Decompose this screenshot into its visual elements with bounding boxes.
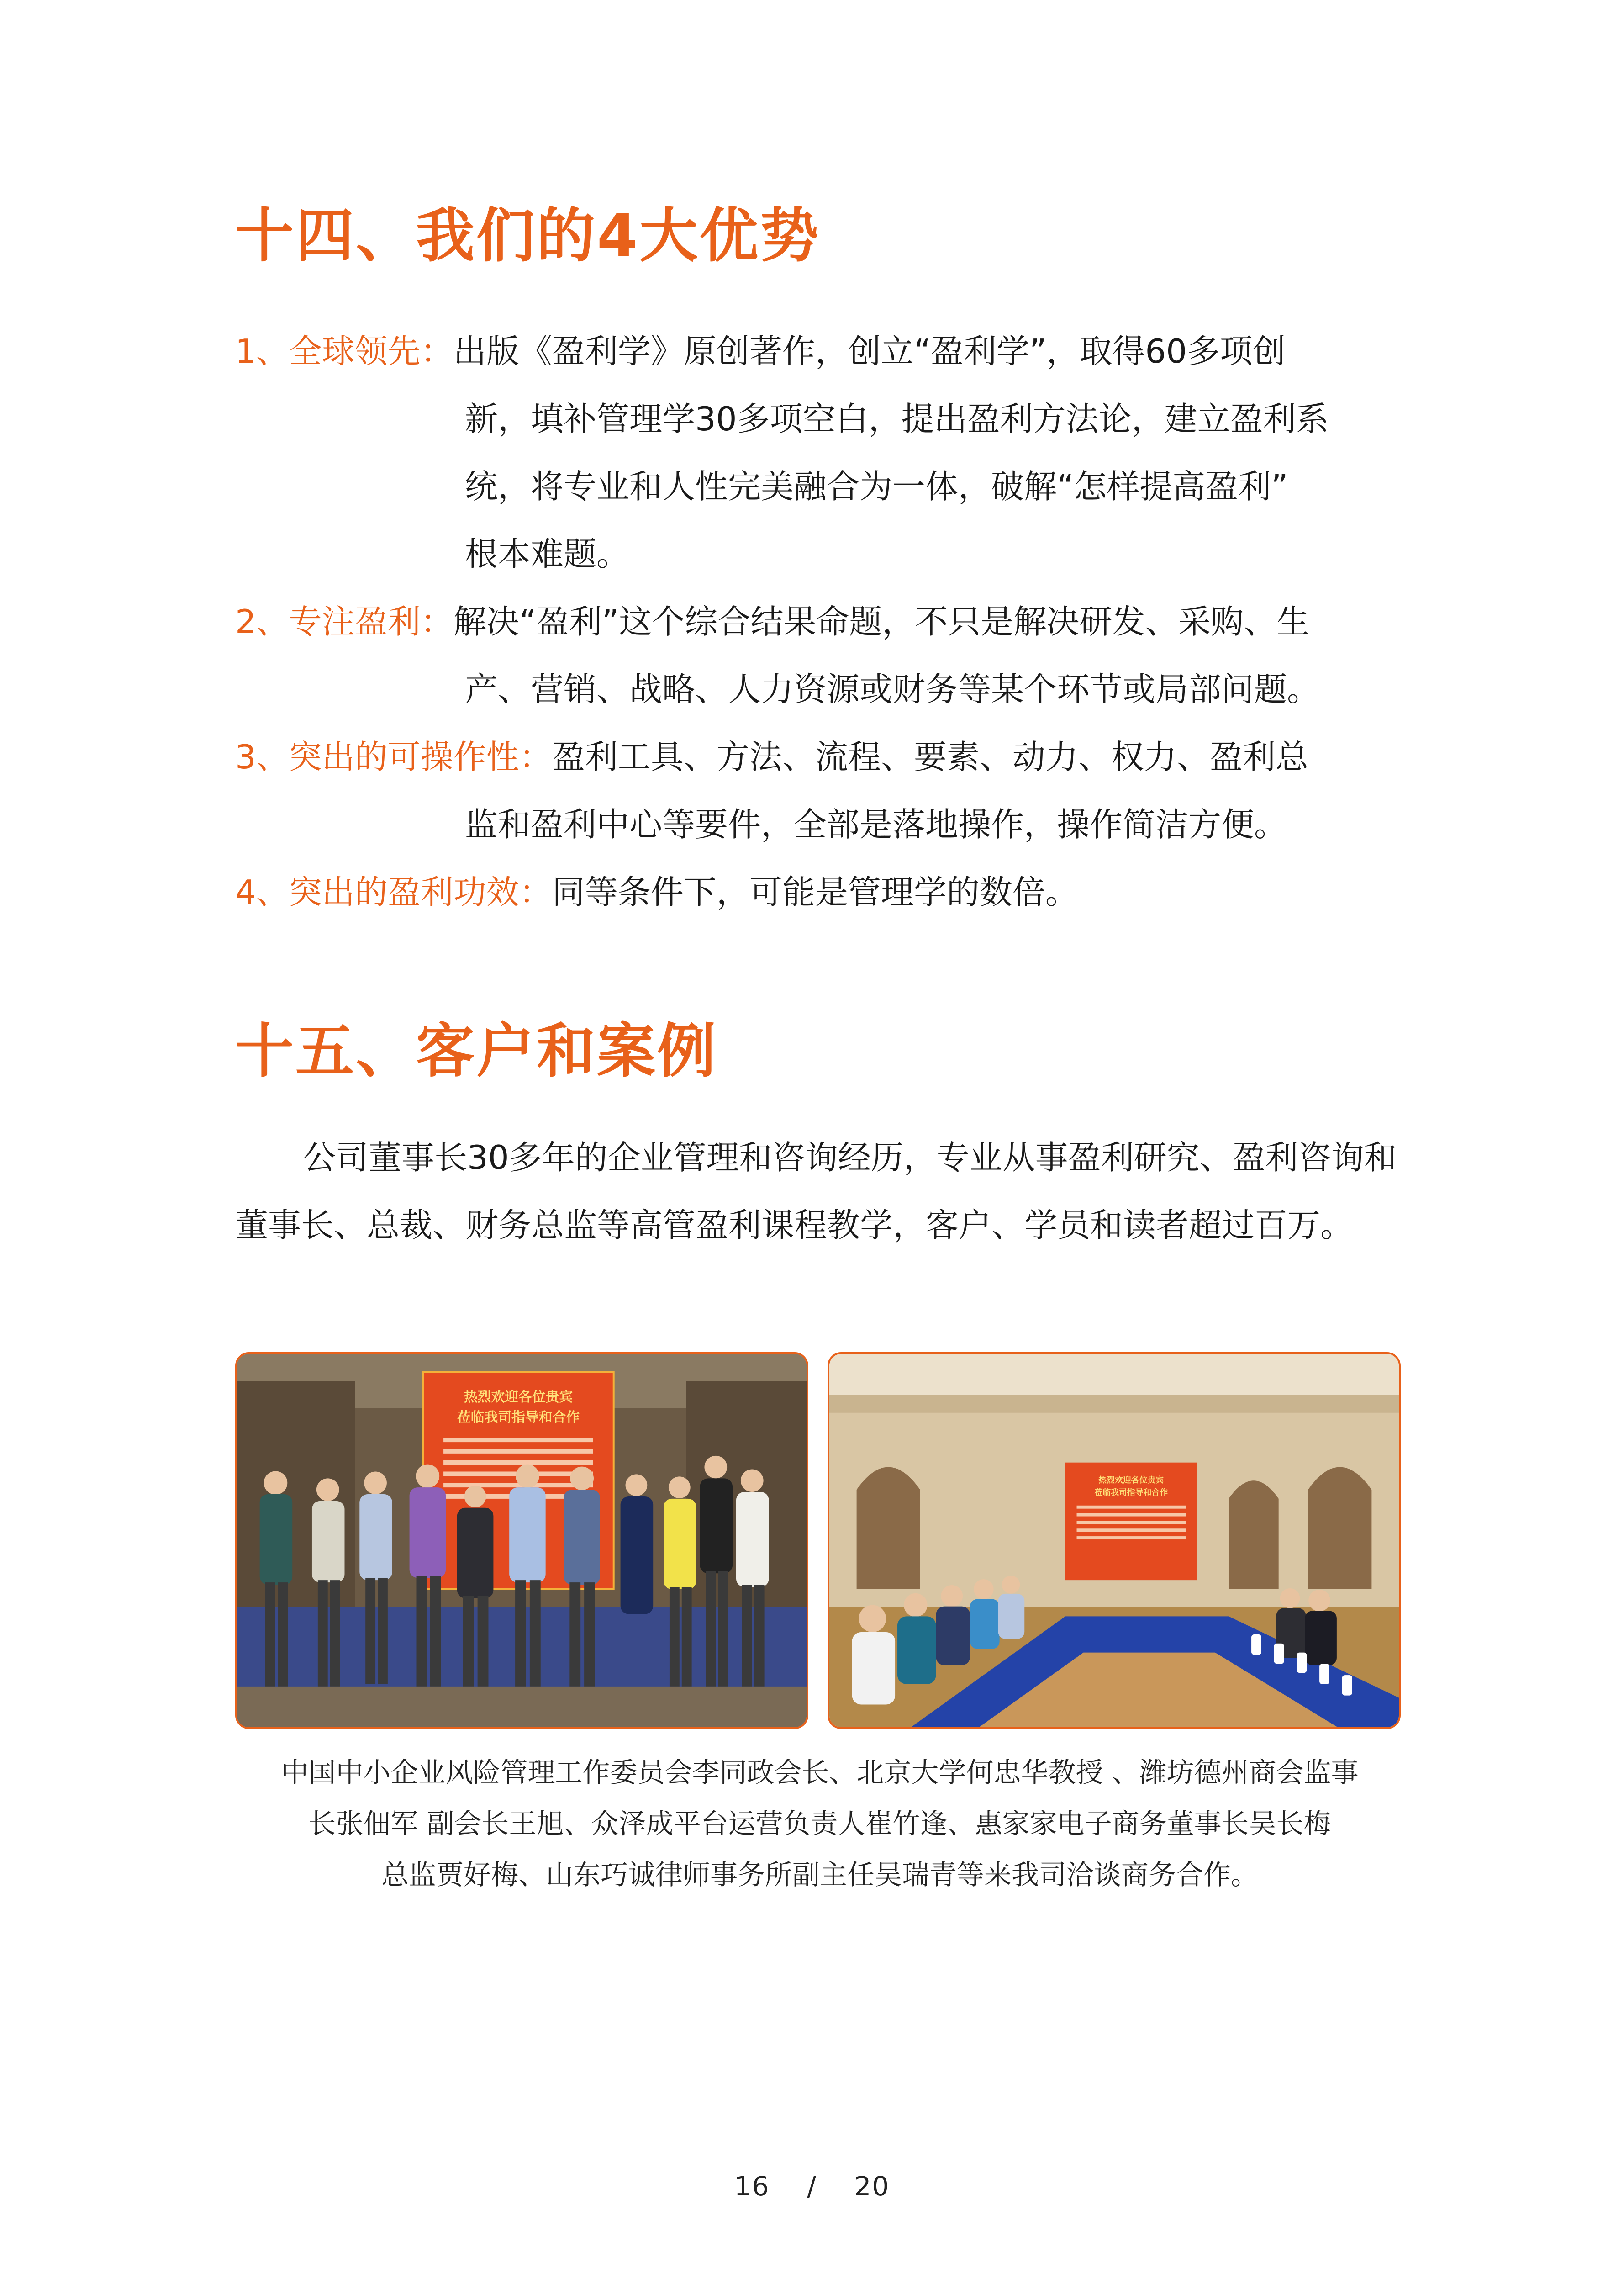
section-15-title: 十五、客户和案例 bbox=[235, 1017, 718, 1085]
advantage-1-line-4: 根本难题。 bbox=[465, 535, 630, 573]
advantage-4-line-1: 同等条件下，可能是管理学的数倍。 bbox=[552, 873, 1078, 911]
page-separator: / bbox=[807, 2171, 817, 2202]
advantage-2-line-2: 产、营销、战略、人力资源或财务等某个环节或局部问题。 bbox=[465, 670, 1320, 708]
advantage-3-line-2: 监和盈利中心等要件，全部是落地操作，操作简洁方便。 bbox=[465, 805, 1287, 844]
advantage-item-3 bbox=[235, 723, 1404, 858]
advantage-1-line-1: 出版《盈利学》原创著作，创立“盈利学”，取得60多项创 bbox=[453, 332, 1286, 370]
advantage-3-label: 3、突出的可操作性： bbox=[235, 738, 552, 776]
section-15-intro: 公司董事长30多年的企业管理和咨询经历，专业从事盈利研究、盈利咨询和董事长、总裁、财务总监等高管盈利课程教学，客户、学员和读者超过百万。 bbox=[235, 1138, 1397, 1244]
banner-line-2-right: 莅临我司指导和合作 bbox=[1094, 1488, 1168, 1497]
banner-line-2: 莅临我司指导和合作 bbox=[457, 1409, 580, 1426]
page-total: 20 bbox=[854, 2171, 890, 2202]
advantage-item-1 bbox=[235, 317, 1404, 588]
section-14-title: 十四、我们的4大优势 bbox=[235, 202, 821, 270]
advantage-1-line-3: 统，将专业和人性完美融合为一体，破解“怎样提高盈利” bbox=[465, 467, 1288, 506]
caption-line-2: 长张佃军 副会长王旭、众泽成平台运营负责人崔竹逢、惠家家电子商务董事长吴长梅 bbox=[308, 1808, 1331, 1840]
banner-line-1-right: 热烈欢迎各位贵宾 bbox=[1098, 1475, 1164, 1486]
advantage-3-line-1: 盈利工具、方法、流程、要素、动力、权力、盈利总 bbox=[552, 738, 1308, 776]
advantage-item-4 bbox=[235, 858, 1404, 926]
advantage-4-label: 4、突出的盈利功效： bbox=[235, 873, 552, 911]
photo-caption bbox=[235, 1747, 1404, 1901]
advantage-2-line-1: 解决“盈利”这个综合结果命题，不只是解决研发、采购、生 bbox=[453, 603, 1310, 641]
banner-line-1: 热烈欢迎各位贵宾 bbox=[464, 1389, 573, 1405]
advantage-2-label: 2、专注盈利： bbox=[235, 603, 453, 641]
group-photo bbox=[235, 1352, 808, 1729]
caption-line-3: 总监贾好梅、山东巧诚律师事务所副主任吴瑞青等来我司洽谈商务合作。 bbox=[381, 1859, 1258, 1891]
meeting-photo bbox=[828, 1352, 1401, 1729]
page-number bbox=[0, 2171, 1624, 2202]
caption-line-1: 中国中小企业风险管理工作委员会李同政会长、北京大学何忠华教授 、潍坊德州商会监事 bbox=[281, 1757, 1359, 1789]
advantage-1-label: 1、全球领先： bbox=[235, 332, 453, 370]
advantage-item-2 bbox=[235, 588, 1404, 723]
page-current: 16 bbox=[734, 2171, 770, 2202]
advantage-1-line-2: 新，填补管理学30多项空白，提出盈利方法论，建立盈利系 bbox=[465, 400, 1329, 438]
